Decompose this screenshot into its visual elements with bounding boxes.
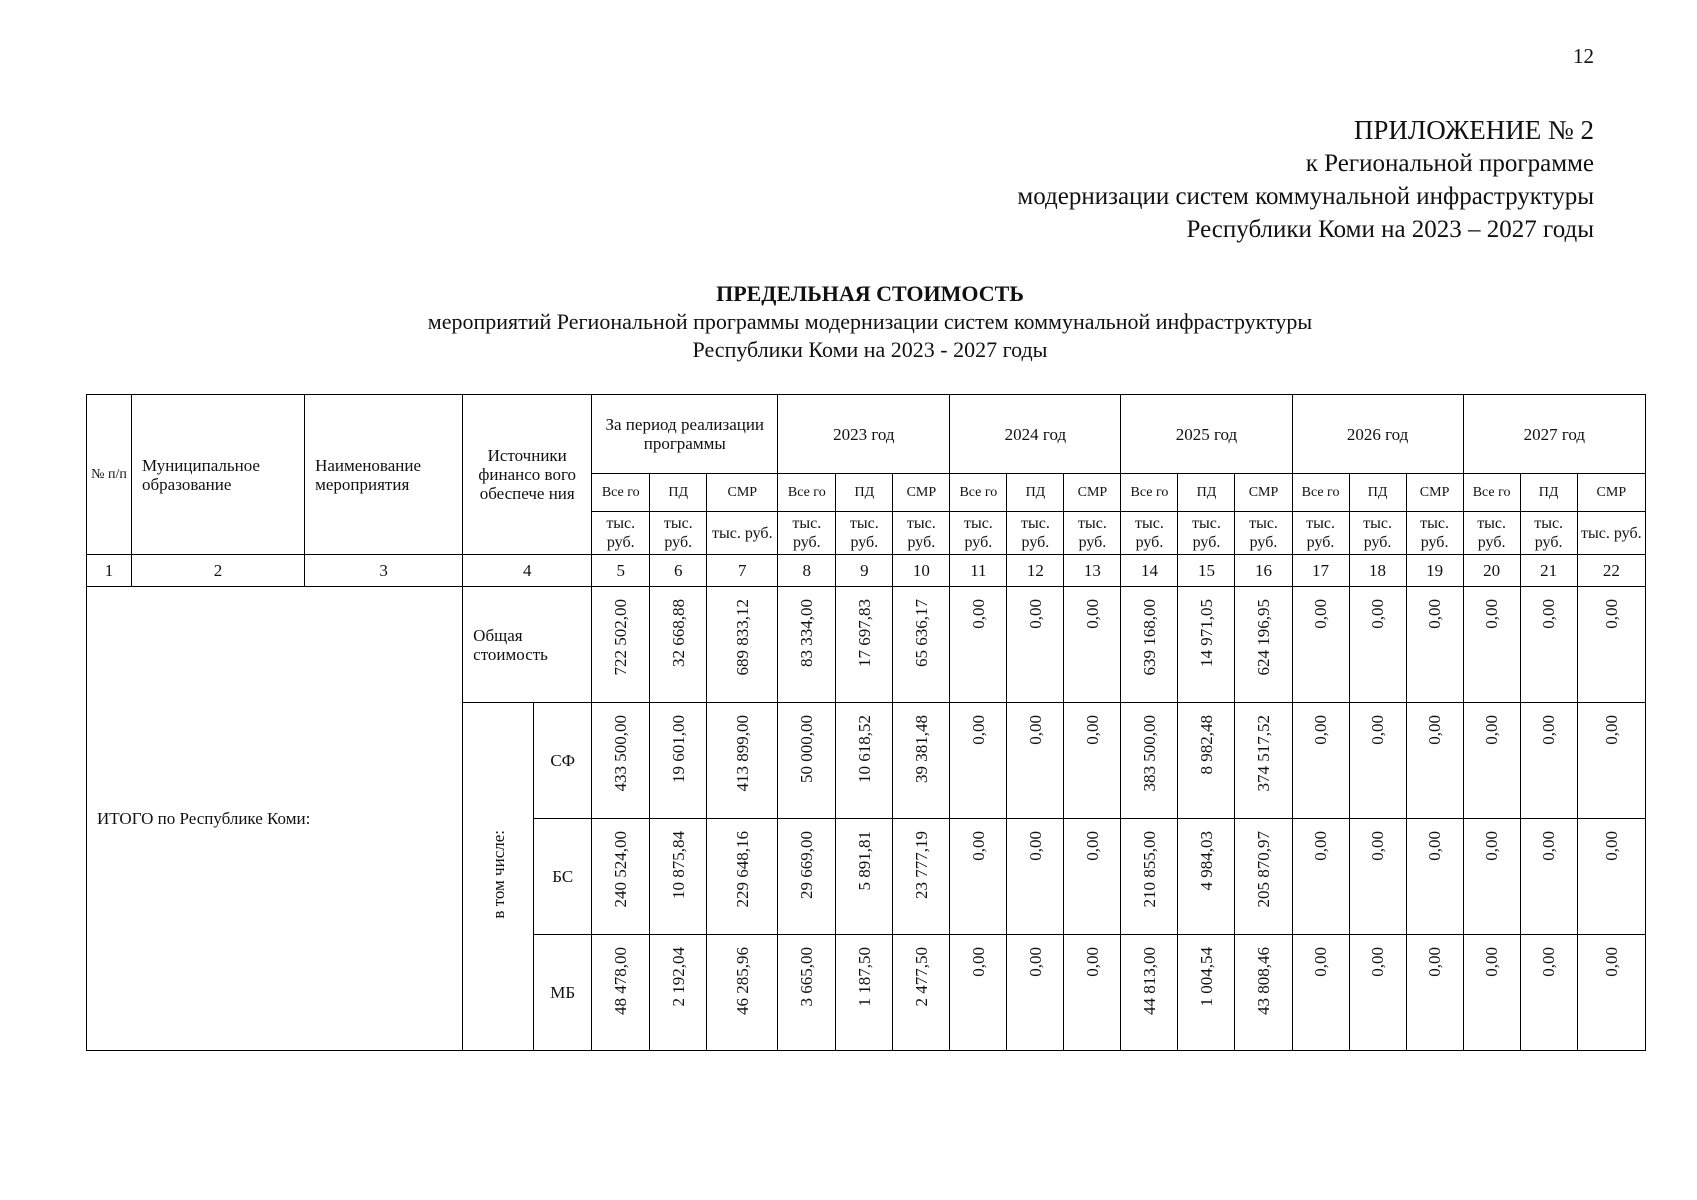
header-sub: СМР [707,474,778,512]
column-number: 7 [707,555,778,587]
value-cell [592,587,650,703]
column-number: 6 [650,555,707,587]
value-cell [1406,587,1463,703]
value-text: 689 833,12 [732,599,752,676]
value-cell [778,819,836,935]
header-unit: тыс. руб. [893,512,950,555]
header-unit: тыс. руб. [1121,512,1178,555]
document-title [0,280,1697,364]
header-unit: тыс. руб. [1406,512,1463,555]
row-label: СФ [534,703,592,819]
column-number: 11 [950,555,1007,587]
column-number: 13 [1064,555,1121,587]
header-unit: тыс. руб. [650,512,707,555]
column-number: 19 [1406,555,1463,587]
value-text: 19 601,00 [668,715,688,783]
value-text: 14 971,05 [1196,599,1216,667]
value-text: 10 618,52 [854,715,874,783]
value-text: 0,00 [1601,947,1621,977]
value-text: 0,00 [1601,831,1621,861]
title-line-2: мероприятий Региональной программы модернизации систем коммунальной инфраструктуры [427,309,1313,334]
value-text: 0,00 [1082,947,1102,977]
value-cell [950,587,1007,703]
value-text: 374 517,52 [1254,715,1273,792]
column-number: 10 [893,555,950,587]
value-text: 0,00 [1539,599,1559,629]
value-cell [1064,819,1121,935]
value-cell [778,587,836,703]
value-text: 43 808,46 [1254,947,1273,1015]
header-sub: ПД [650,474,707,512]
value-text: 0,00 [1368,831,1388,861]
value-cell [1577,703,1645,819]
value-text: 0,00 [1425,947,1445,977]
value-cell [1292,935,1349,1051]
column-number: 17 [1292,555,1349,587]
value-cell [1121,587,1178,703]
appendix-line-3: модернизации систем коммунальной инфраструктуры [1017,183,1594,210]
value-cell [1520,935,1577,1051]
column-number: 20 [1463,555,1520,587]
value-cell [950,819,1007,935]
column-number: 15 [1178,555,1235,587]
value-text: 0,00 [1482,831,1502,861]
value-text: 1 004,54 [1196,947,1216,1007]
page-number: 12 [1573,44,1594,68]
value-cell [650,819,707,935]
header-sub: Все го [1292,474,1349,512]
header-unit: тыс. руб. [1520,512,1577,555]
column-number: 2 [132,555,305,587]
column-number: 16 [1235,555,1292,587]
value-text: 639 168,00 [1139,599,1159,676]
value-text: 0,00 [1311,715,1331,745]
value-text: 23 777,19 [911,831,931,899]
value-text: 0,00 [1025,831,1045,861]
header-sub: СМР [1406,474,1463,512]
value-text: 0,00 [968,599,988,629]
header-unit: тыс. руб. [1178,512,1235,555]
value-cell [592,935,650,1051]
in-that-number-label: в том числе: [488,830,508,919]
value-text: 0,00 [1082,599,1102,629]
header-sub: Все го [1121,474,1178,512]
column-number: 18 [1349,555,1406,587]
value-cell [1178,819,1235,935]
value-text: 0,00 [1311,831,1331,861]
header-sub: СМР [893,474,950,512]
column-number: 8 [778,555,836,587]
value-cell [1463,703,1520,819]
value-text: 0,00 [1082,831,1102,861]
value-cell [1235,819,1292,935]
value-text: 0,00 [1368,947,1388,977]
value-cell [1007,819,1064,935]
value-cell [1064,703,1121,819]
title-line-3: Республики Коми на 2023 - 2027 годы [692,337,1048,362]
header-measure: Наименование мероприятия [305,395,463,555]
column-number: 12 [1007,555,1064,587]
value-text: 0,00 [1539,715,1559,745]
value-cell [1463,819,1520,935]
header-sub: Все го [950,474,1007,512]
header-sub: ПД [1178,474,1235,512]
header-sub: Все го [592,474,650,512]
value-text: 44 813,00 [1139,947,1159,1015]
value-cell [1121,703,1178,819]
value-text: 29 669,00 [797,831,817,899]
value-text: 10 875,84 [668,831,688,899]
value-text: 0,00 [1482,715,1502,745]
value-cell [950,703,1007,819]
value-cell [1121,819,1178,935]
value-text: 0,00 [1311,599,1331,629]
header-year: 2026 год [1292,395,1463,474]
header-sources: Источники финансо вого обеспече ния [463,395,592,555]
header-year: 2023 год [778,395,950,474]
header-unit: тыс. руб. [950,512,1007,555]
value-cell [1178,703,1235,819]
value-text: 0,00 [1539,947,1559,977]
appendix-line-1: ПРИЛОЖЕНИЕ № 2 [1353,115,1594,145]
value-cell [1463,587,1520,703]
value-cell [1292,819,1349,935]
value-cell [1007,703,1064,819]
value-cell [1178,587,1235,703]
value-cell [707,703,778,819]
value-text: 205 870,97 [1254,831,1273,908]
header-sub: Все го [1463,474,1520,512]
value-cell [1064,587,1121,703]
header-municipality: Муниципальное образование [132,395,305,555]
value-cell [778,703,836,819]
value-cell [1577,587,1645,703]
header-sub: СМР [1235,474,1292,512]
value-text: 83 334,00 [797,599,817,667]
value-text: 0,00 [1425,831,1445,861]
value-cell [1235,703,1292,819]
value-text: 50 000,00 [797,715,817,783]
value-text: 48 478,00 [611,947,631,1015]
value-cell [893,819,950,935]
value-cell [1064,935,1121,1051]
value-text: 383 500,00 [1139,715,1159,792]
value-text: 5 891,81 [854,831,874,891]
header-unit: тыс. руб. [592,512,650,555]
value-text: 624 196,95 [1254,599,1273,676]
value-text: 46 285,96 [732,947,752,1015]
value-cell [1520,819,1577,935]
value-text: 433 500,00 [611,715,631,792]
column-number: 14 [1121,555,1178,587]
value-cell [950,935,1007,1051]
value-text: 0,00 [1025,715,1045,745]
value-cell [1235,935,1292,1051]
value-text: 0,00 [1025,599,1045,629]
value-text: 3 665,00 [797,947,817,1007]
value-text: 0,00 [1425,599,1445,629]
title-bold: ПРЕДЕЛЬНАЯ СТОИМОСТЬ [716,281,1024,306]
value-cell [893,935,950,1051]
value-text: 413 899,00 [732,715,752,792]
column-number: 9 [836,555,893,587]
value-cell [650,703,707,819]
value-cell [1577,819,1645,935]
value-cell [1292,703,1349,819]
value-cell [707,935,778,1051]
value-text: 0,00 [1368,599,1388,629]
column-number: 4 [463,555,592,587]
header-sub: ПД [1520,474,1577,512]
value-cell [1007,935,1064,1051]
value-cell [1520,587,1577,703]
value-cell [592,819,650,935]
row-label: Общая стоимость [463,587,592,703]
header-sub: Все го [778,474,836,512]
header-unit: тыс. руб. [778,512,836,555]
header-sub: СМР [1577,474,1645,512]
header-unit: тыс. руб. [1292,512,1349,555]
value-text: 0,00 [1082,715,1102,745]
value-text: 0,00 [1368,715,1388,745]
value-cell [1406,819,1463,935]
value-cell [836,819,893,935]
value-cell [592,703,650,819]
header-unit: тыс. руб. [1463,512,1520,555]
cost-table [86,394,1646,1051]
value-text: 0,00 [968,831,988,861]
value-text: 240 524,00 [611,831,631,908]
header-unit: тыс. руб. [1577,512,1645,555]
value-cell [836,703,893,819]
header-unit: тыс. руб. [1064,512,1121,555]
header-year: 2027 год [1463,395,1645,474]
value-cell [893,703,950,819]
value-cell [650,935,707,1051]
value-text: 0,00 [1311,947,1331,977]
header-year: 2024 год [950,395,1121,474]
value-cell [650,587,707,703]
header-unit: тыс. руб. [707,512,778,555]
row-label: БС [534,819,592,935]
value-text: 0,00 [1539,831,1559,861]
value-text: 0,00 [968,947,988,977]
value-text: 0,00 [1425,715,1445,745]
total-label: ИТОГО по Республике Коми: [87,587,463,1051]
value-text: 0,00 [1601,715,1621,745]
appendix-line-4: Республики Коми на 2023 – 2027 годы [1186,216,1594,243]
value-cell [707,587,778,703]
value-cell [1463,935,1520,1051]
header-year: 2025 год [1121,395,1292,474]
value-cell [893,587,950,703]
value-text: 32 668,88 [668,599,688,667]
header-period: За период реализации программы [592,395,778,474]
value-text: 1 187,50 [854,947,874,1007]
header-sub: СМР [1064,474,1121,512]
value-cell [1520,703,1577,819]
header-unit: тыс. руб. [1235,512,1292,555]
value-cell [836,587,893,703]
value-text: 210 855,00 [1139,831,1159,908]
value-cell [1406,703,1463,819]
value-text: 0,00 [1482,599,1502,629]
column-number: 22 [1577,555,1645,587]
value-text: 65 636,17 [911,599,931,667]
value-cell [1007,587,1064,703]
value-text: 0,00 [1482,947,1502,977]
value-text: 2 192,04 [668,947,688,1007]
value-cell [1577,935,1645,1051]
header-unit: тыс. руб. [836,512,893,555]
header-unit: тыс. руб. [1007,512,1064,555]
appendix-line-2: к Региональной программе [1305,150,1594,177]
header-num: № п/п [87,395,132,555]
header-unit: тыс. руб. [1349,512,1406,555]
value-cell [1292,587,1349,703]
value-cell [1235,587,1292,703]
value-cell [1349,587,1406,703]
value-text: 722 502,00 [611,599,631,676]
column-number: 1 [87,555,132,587]
value-text: 4 984,03 [1196,831,1216,891]
value-text: 8 982,48 [1196,715,1216,775]
value-cell [707,819,778,935]
value-text: 39 381,48 [911,715,931,783]
header-sub: ПД [1349,474,1406,512]
value-text: 0,00 [1601,599,1621,629]
row-label: МБ [534,935,592,1051]
value-cell [836,935,893,1051]
header-sub: ПД [1007,474,1064,512]
value-cell [1349,819,1406,935]
value-cell [1349,935,1406,1051]
column-number: 5 [592,555,650,587]
value-text: 0,00 [968,715,988,745]
value-cell [1121,935,1178,1051]
appendix-header [1017,114,1594,246]
value-text: 2 477,50 [911,947,931,1007]
value-cell [1406,935,1463,1051]
value-cell [1178,935,1235,1051]
value-text: 0,00 [1025,947,1045,977]
in-that-number-cell [463,703,534,1051]
header-sub: ПД [836,474,893,512]
value-text: 17 697,83 [854,599,874,667]
value-text: 229 648,16 [732,831,752,908]
column-number: 3 [305,555,463,587]
value-cell [778,935,836,1051]
column-number: 21 [1520,555,1577,587]
value-cell [1349,703,1406,819]
